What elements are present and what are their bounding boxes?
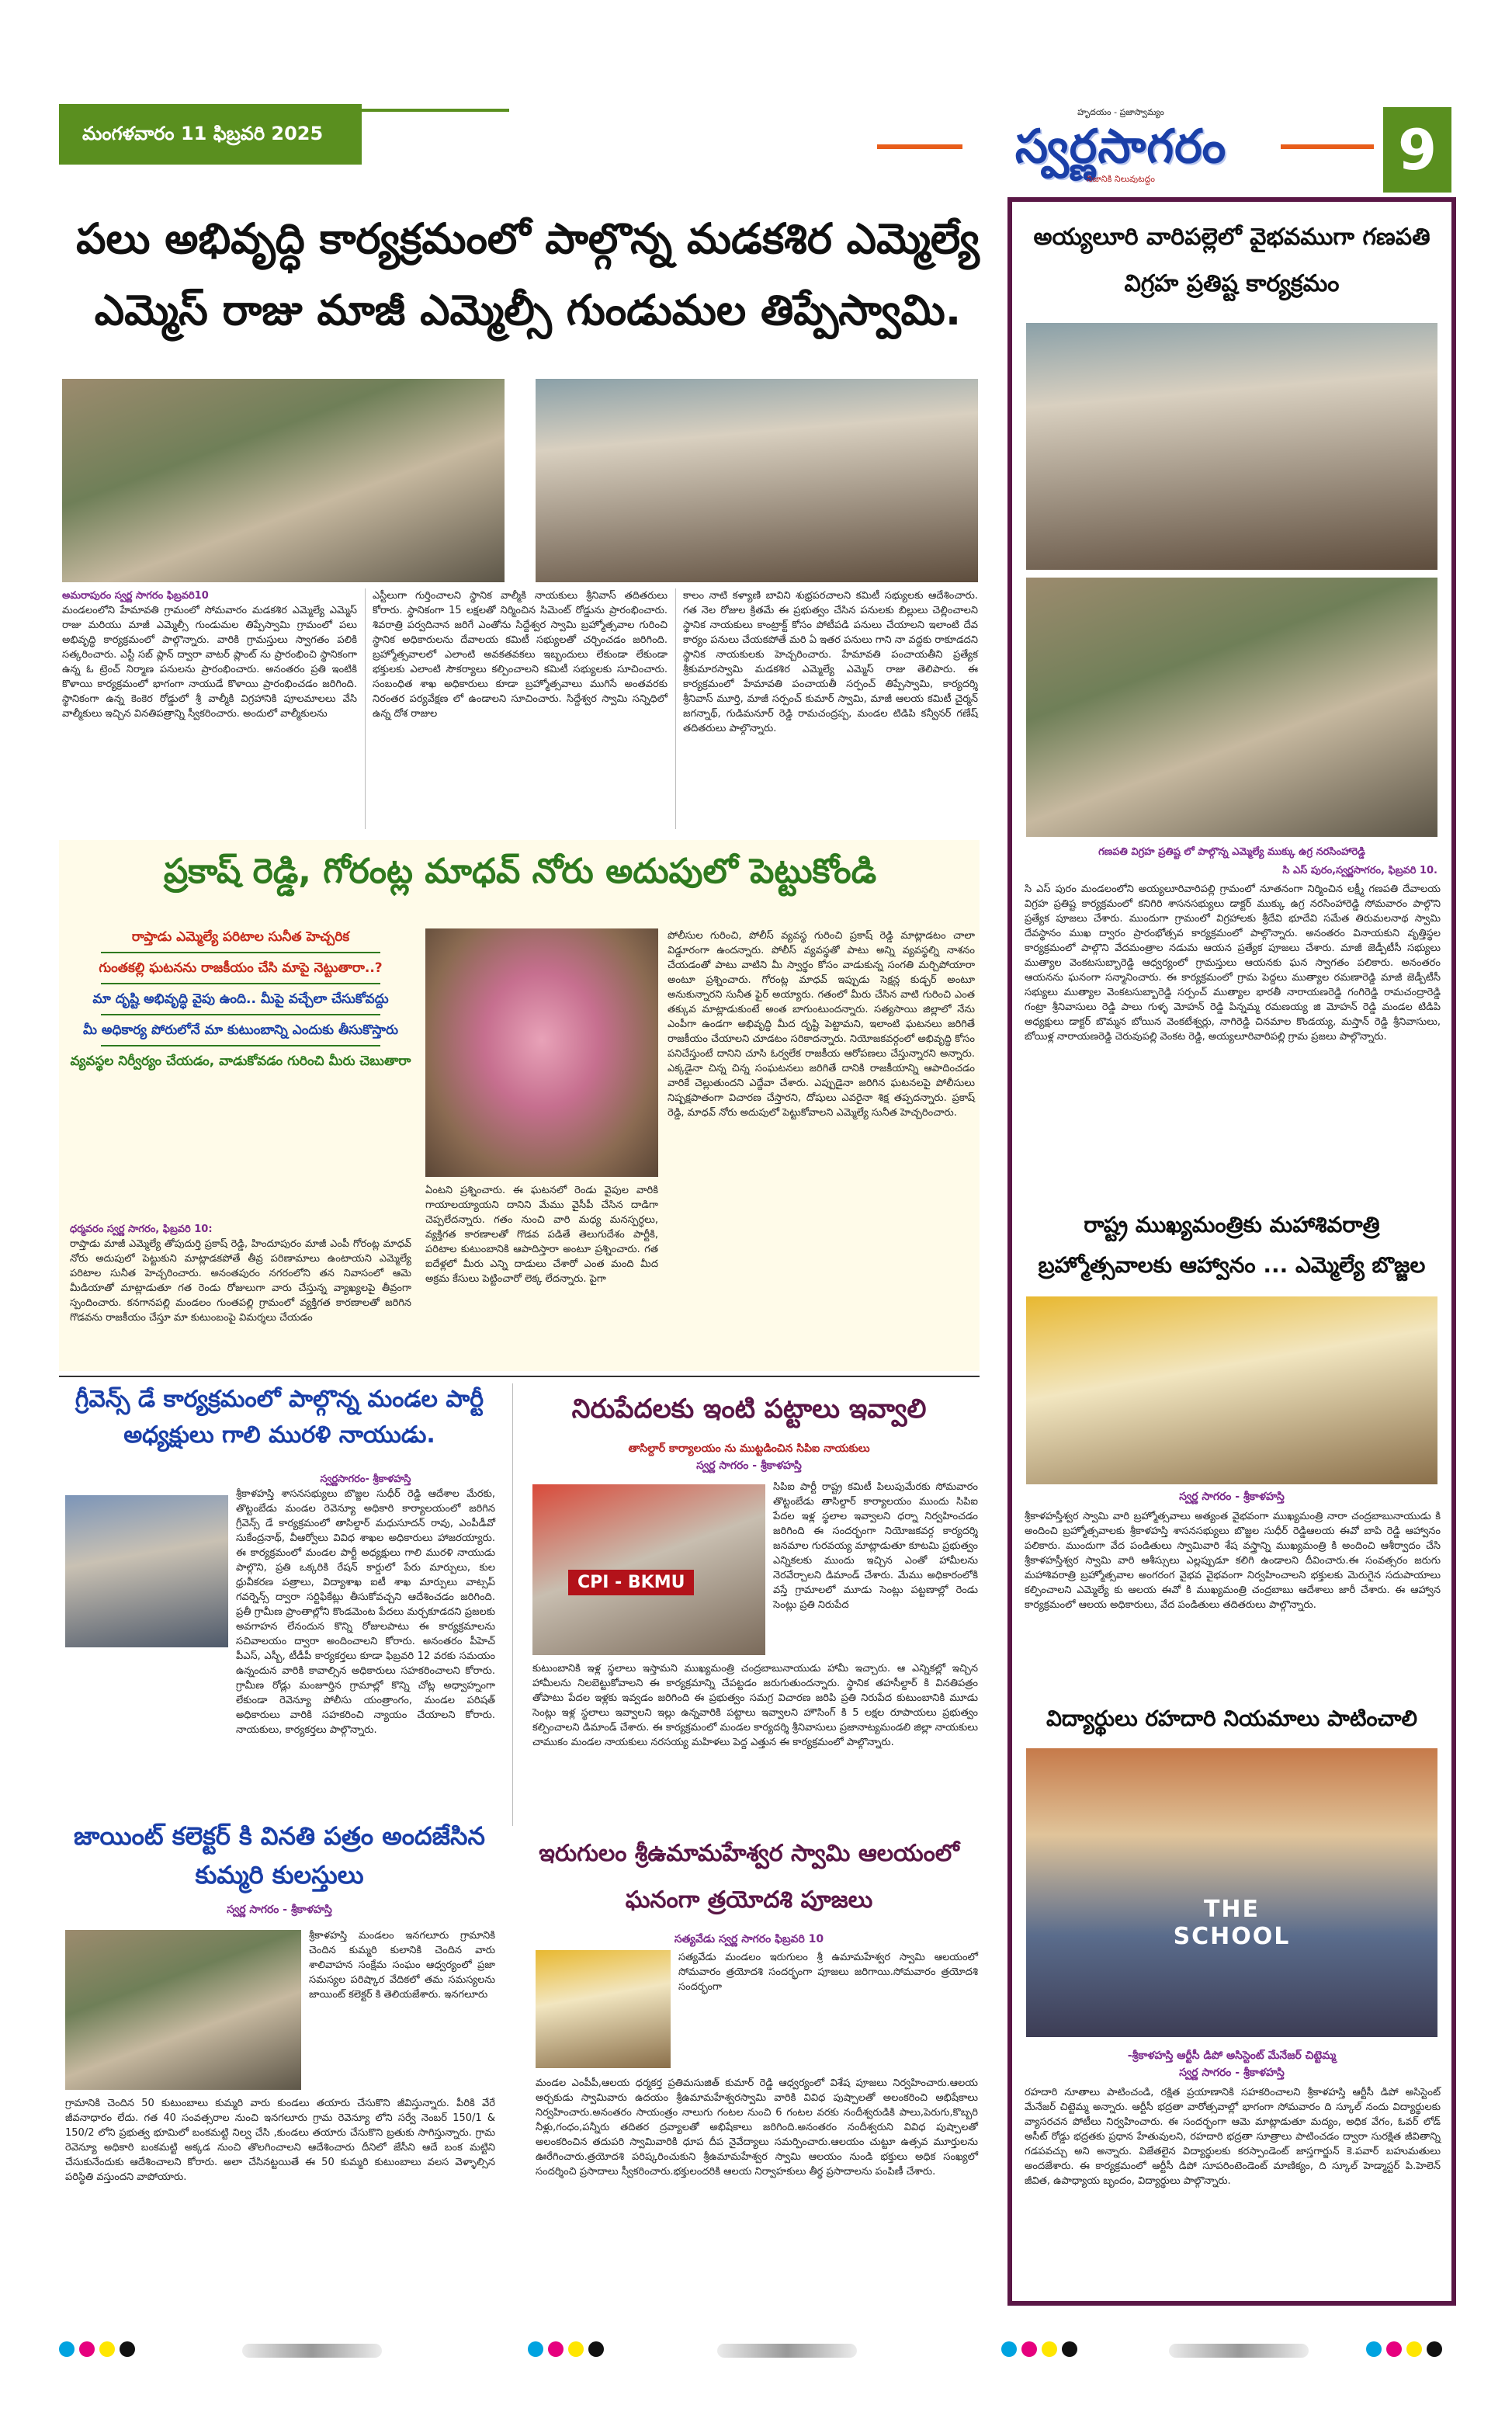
cyan-dot [1001, 2341, 1017, 2357]
sidebar-caption-1: గణపతి విగ్రహ ప్రతిష్ట లో పాల్గొన్న ఎమ్మెల్యే ముక్కు ఉగ్ర నరసింహారెడ్డి [1098, 846, 1365, 858]
grievance-column-bottom [65, 1654, 495, 1812]
grievance-photo [65, 1495, 228, 1647]
grievance-body: శ్రీకాళహస్తి శాసనసభ్యులు బొజ్జల సుధీర్ రెడ్డి ఆదేశాల మేరకు, తొట్టంబేడు మండల రెవెన్యూ అధికారి కార్యాలయంలో జరిగిన గ్రీవెన్స్ డే కార్యక్రమంలో తాసిల్దార్ మధుసూదన్ రావు, ఎంపీడీవో సుకేంద్రనాథ్, వీఆర్వోలు వివిధ శాఖల అధికారులు హాజరయ్యారు. ఈ కార్యక్రమంలో మండల పార్టీ అధ్యక్షులు గాలి మురళి నాయుడు పాల్గొని, ప్రతి ఒక్కరికి రేషన్ కార్డులో పేరు మార్పులు, కుల ధ్రువీకరణ పత్రాలు, విద్యాశాఖ ఐటీ శాఖ మార్పులు వాట్సప్ గవర్నెన్స్ ద్వారా సర్టిఫికేట్లు తీసుకోవచ్చని ఆదేశించడం జరిగింది. ప్రతీ గ్రామీణ ప్రాంతాల్లోని కొండమెంట పేదలు మర్చకూడదని ప్రజలకు అవగాహన లేనందున కొన్ని రోజులపాటు ఈ కార్యక్రమాలను సచివాలయం ద్వారా అందించాలని కోరారు. అనంతరం పీహెచ్ పీఎస్, ఎస్బీ, టీడీపీ కార్యకర్తలు కూడా ఫిబ్రవరి 12 వరకు సమయం ఉన్నందున వారికి కావాల్సిన అధికారులు సహకరించాలని కోరారు. గ్రామీణ రోడ్లు మంజూర్తిన గ్రామాల్లో కొన్ని చోట్ల అధ్వాహ్నంగా లేకుండా రెవెన్యూ పోలీసు యంత్రాంగం, మండల పరిషత్ అధికారులు వారికి సహకరించి న్యాయం చేయాలని కోరారు. నాయకులు, కార్యకర్తలు పాల్గొన్నారు. [236, 1488, 495, 1736]
collector-column-bottom [65, 2096, 495, 2233]
lead-photo-left [62, 379, 505, 582]
cpi-subheadline: తాసిల్దార్ కార్యాలయం ను ముట్టడించిన సిపిఐ నాయకులు [628, 1442, 870, 1455]
cpi-photo [532, 1484, 765, 1655]
masthead-rule-right [1281, 144, 1374, 149]
collector-headline: జాయింట్ కలెక్టర్ కి వినతి పత్రం అందజేసిన కుమ్మరి కులస్తులు [74, 1821, 485, 1890]
feature-dateline: ధర్మవరం స్వర్ణ సాగరం, ఫిబ్రవరి 10: [70, 1223, 213, 1235]
cyan-dot [528, 2341, 543, 2357]
yellow-dot [1042, 2341, 1057, 2357]
magenta-dot [79, 2341, 95, 2357]
collector-column-right [309, 1928, 495, 2091]
feature-quote: మీ అధికార్య పోరులోనే మా కుటుంబాన్ని ఎందుకు తీసుకొస్తారు [82, 1022, 399, 1038]
sidebar-headline-2: రాష్ట్ర ముఖ్యమంత్రికు మహాశివరాత్రి బ్రహ్మోత్సవాలకు ఆహ్వానం ... ఎమ్మెల్యే బొజ్జల [1038, 1212, 1426, 1278]
cpi-body: కుటుంబానికి ఇళ్ల స్థలాలు ఇస్తామని ముఖ్యమంత్రి చంద్రబాబునాయుడు హామీ ఇచ్చారు. ఆ ఎన్నికల్లో ఇచ్చిన హామీలను నిలబెట్టుకోవాలని ఈ కార్యక్రమాన్ని చేపట్టడం జరుగుతుందన్నారు. స్థానిక తహసీల్దార్ కి వినతిపత్రం తోపాటు పేదల ఇళ్లకు ఇవ్వడం జరిగింది ఈ ప్రభుత్వం సమగ్ర విచారణ జరిపి ప్రతి నిరుపేద కుటుంబానికి మూడు సెంట్లు ఇళ్ల స్థలాలు ఇవ్వాలని ఇల్లు ఉన్నవారికి పట్టాలు ఇవ్వాలని హౌసింగ్ కి 5 లక్షల రూపాయలు ప్రభుత్వం కల్పించాలని డిమాండ్ చేశారు. ఈ కార్యక్రమంలో మండల కార్యదర్శి శ్రీనివాసులు ప్రజానాట్యమండలి జిల్లా నాయకులు చాముకం మండల నాయకులు నరసయ్య మహిళలు పెద్ద ఎత్తున ఈ కార్యక్రమంలో పాల్గొన్నారు. [532, 1663, 978, 1748]
feature-column-middle [425, 1183, 658, 1369]
masthead-rule-left [877, 144, 962, 149]
feature-column-right [668, 928, 975, 1368]
column-divider [675, 588, 676, 829]
collector-photo [65, 1930, 301, 2090]
cpi-dateline: స్వర్ణ సాగరం - శ్రీకాళహస్తి [696, 1459, 802, 1472]
temple-dateline: సత్యవేడు స్వర్ణ సాగరం ఫిబ్రవరి 10 [674, 1933, 824, 1945]
lead-headline: పలు అభివృద్ధి కార్యక్రమంలో పాల్గొన్న మడకశిర ఎమ్మెల్యే ఎమ్మెస్ రాజు మాజీ ఎమ్మెల్సీ గుండుమల తిప్పేస్వామి. [76, 214, 980, 335]
masthead-tagline: నిజానికి నిలువుటద్దం [1087, 174, 1155, 184]
yellow-dot [99, 2341, 115, 2357]
temple-headline: ఇరుగులం శ్రీఉమామహేశ్వర స్వామి ఆలయంలో ఘనంగా త్రయోదశి పూజలు [539, 1840, 959, 1914]
page-number: 9 [1383, 107, 1451, 193]
section-divider [59, 1376, 980, 1377]
newspaper-title: స్వర్ణసాగరం [1014, 120, 1227, 174]
quote-divider [101, 983, 380, 984]
yellow-dot [1406, 2341, 1422, 2357]
cyan-dot [1366, 2341, 1382, 2357]
lead-body-3: కాలం నాటి కళ్యాణి బావిని శుభ్రపరచాలని కమిటీ సభ్యులకు ఆదేశించారు. గత నెల రోజుల క్రితమే ఈ ప్రభుత్వం చేసిన పనులకు బిల్లులు చెల్లించాలని స్థానిక నాయకులు కాంట్రాక్ట్ కోసం పోటీపడి పనులు చేయాలని ఇలాంటి దేవ కార్యం పనులు చేయకపోతే మరి ఏ ఇతర పనులు గాని నా వద్దకు రాకూడదని స్థానిక నాయకులకు హెచ్చరించారు. హేమావతి పంచాయతీని ప్రత్యేక శ్రీకుమారస్వామి మడకశిర ఎమ్మెల్యే ఎమ్మెస్ రాజు తెలిపారు. ఈ కార్యక్రమంలో హేమావతి పంచాయతీ సర్పంచ్ తిప్పేస్వామి, కార్యదర్శి శ్రీనివాస్ మూర్తి, మాజీ సర్పంచ్ కుమార్ స్వామి, మాజీ ఆలయ కమిటీ చైర్మన్ జగన్నాథ్, గుడిమనూర్ రెడ్డి రామచంద్రప్ప, మండల టిడిపి కన్వీనర్ గణేష్ తదితరులు పాల్గొన్నారు. [683, 590, 978, 734]
sidebar-dateline-3: స్వర్ణ సాగరం - శ్రీకాళహస్తి [1179, 2067, 1285, 2079]
sidebar-story-3 [1025, 2085, 1441, 2295]
feature-quotes [70, 925, 411, 1073]
feature-body-right: పోలీసుల గురించి, పోలీస్ వ్యవస్థ గురించి ప్రకాష్ రెడ్డి మాట్లాడటం చాలా విడ్డూరంగా ఉందన్నారు. పోలీస్ వ్యవస్థతో పాటు అన్ని వ్యవస్థల్ని నాశనం చేయడంతో పాటు వాటిని మీ స్వార్థం కోసం వాడుకున్న సంగతి మర్చిపోయారా అంటూ ప్రశ్నించారు. గోరంట్ల మాధవ్ ఇప్పుడు సెక్షన్ల కుడ్చర్ అంటూ అనుకున్నారని సునీత ఫైర్ అయ్యారు. గతంలో మీరు చేసిన వాటి గురించి ఎంత తక్కువ మాట్లాడుకుంటే అంత బాగుంటుందన్నారు. సత్యసాయి జిల్లాలో నేను ఎంపీగా ఉండగా అభివృద్ధి మీద దృష్టి పెట్టామని, ఇలాంటి ఘటనలు జరిగితే రాజకీయం చేయాలని చూడటం సరికాదన్నారు. నియోజకవర్గంలో అభివృద్ధి కోసం పనిచేస్తుంటే దానిని చూసి ఓర్వలేక రాజకీయ ఆరోపణలు చేస్తున్నారని అన్నారు. ఎక్కడైనా చిన్న చిన్న సంఘటనలు జరిగితే దానికి రాజకీయాన్ని ఆపాదించడం వారికే చెల్లుతుందని ఎద్దేవా చేశారు. ఎప్పుడైనా జరిగిన ఘటనలపై పోలీసులు నిష్పక్షపాతంగా విచారణ చేస్తారని, దోషులు ఎవరైనా శిక్ష తప్పదన్నారు. ప్రకాష్ రెడ్డి, మాధవ్ నోరు అదుపులో పెట్టుకోవాలని ఎమ్మెల్యే సునీత హెచ్చరించారు. [668, 930, 975, 1119]
lead-column-1 [62, 588, 357, 835]
registration-marks-right-a [1001, 2341, 1082, 2360]
school-banner: THE SCHOOL [1173, 1896, 1291, 1950]
quote-divider [101, 1045, 380, 1046]
feature-headline: ప్రకాష్ రెడ్డి, గోరంట్ల మాధవ్ నోరు అదుపులో పెట్టుకోండి [163, 852, 877, 891]
column-divider [365, 588, 366, 829]
sidebar-photo-1a [1026, 323, 1437, 570]
registration-marks-left [59, 2341, 140, 2360]
sidebar-body-1: సి ఎస్ పురం మండలంలోని అయ్యలూరివారిపల్లి గ్రామంలో నూతనంగా నిర్మించిన లక్ష్మీ గణపతి దేవాలయ విగ్రహ ప్రతిష్ట కార్యక్రమంలో కనిగిరి శాసనసభ్యులు డాక్టర్ ముక్కు ఉగ్ర నరసింహారెడ్డి సోమవారం పాల్గొని ప్రత్యేక పూజలు చేశారు. ముందుగా గ్రామంలో విగ్రహాలకు శ్రీదేవి భూదేవి సమేత తిరుమలనాథ స్వామి దేవస్థానం ముఖ ద్వారం ప్రారంభోత్సవ కార్యక్రమంలో పాల్గొన్నారు. అనంతరం వినాయకుని వృత్తిస్థల కార్యక్రమంలో పాల్గొని వేదమంత్రాల నడుమ ఆయన ప్రత్యేక పూజలు చేశారు. మాజీ జెడ్పీటీసీ సభ్యులు ముత్యాల వెంకటసుబ్బారెడ్డి ఆధ్వర్యంలో గ్రామస్తులు ఆయనకు ఘన స్వాగతం పలికారు. అనంతరం ఆయనను ఘనంగా సన్మానించారు. ఈ కార్యక్రమంలో గ్రామ పెద్దలు ముత్యాల రమణారెడ్డి మాజీ జెడ్పీటీసీ సభ్యులు ముత్యాల వెంకటసుబ్బారెడ్డి సర్పంచ్ ముత్యాల భారతీ నారాయణరెడ్డి గంగిరెడ్డి రామచంద్రారెడ్డి గంట్రా శ్రీనివాసులు రెడ్డి పాలు గుళ్ళ మోహన్ రెడ్డి పిన్నమ్మ రమణయ్య జి మోహన్ రెడ్డి మండల టిడిపి అధ్యక్షులు డాక్టర్ బొమ్మన బోయిన వెంకటేశ్వర్లు, నాగిరెడ్డి చినమాల కొండయ్య, మస్తాన్ రెడ్డి శ్రీనివాసులు, బోయిళ్ల నారాయణరెడ్డి చెరువుపల్లి వెంకట రెడ్డి, అయ్యలూరివారిపల్లి గ్రామ ప్రజలు పాల్గొన్నారు. [1025, 883, 1441, 1043]
collector-body-right: శ్రీకాళహస్తి మండలం ఇనగలూరు గ్రామానికి చెందిన కుమ్మరి కులానికి చెందిన వారు శాలివాహన సంక్షేమ సంఘం ఆధ్వర్యంలో ప్రజా సమస్యల పరిష్కార వేదికలో తమ సమస్యలను జాయింట్ కలెక్టర్ కి తెలియజేశారు. ఇనగలూరు [309, 1930, 495, 2001]
magenta-dot [548, 2341, 564, 2357]
grievance-column-right [236, 1472, 495, 1736]
black-dot [1062, 2341, 1077, 2357]
quote-divider [101, 1014, 380, 1015]
sidebar-dateline-1: సి ఎస్ పురం,స్వర్ణసాగరం, ఫిబ్రవరి 10. [1282, 865, 1437, 876]
temple-photo [536, 1950, 671, 2068]
feature-photo [425, 928, 658, 1177]
date-banner-rule [362, 109, 509, 112]
feature-quote: మా దృష్టి అభివృద్ధి వైపు ఉంది.. మీపై వచ్చేలా చేసుకోవద్దు [92, 991, 389, 1007]
date-banner [59, 104, 362, 165]
sidebar-story-2 [1025, 1509, 1441, 1694]
sidebar-photo-2 [1026, 1296, 1437, 1484]
lead-body-2: ఎస్టీలుగా గుర్తించాలని స్థానిక వాల్మీకి నాయకులు శ్రీనివాస్ తదితరులు కోరారు. స్థానికంగా 15 లక్షలతో నిర్మించిన సిమెంట్ రోడ్డును ప్రారంభించారు. శివరాత్రి పర్వదినాన జరిగే ఎంతోను సిద్దేశ్వర స్వామి బ్రహ్మోత్సవాల గురించి స్థానిక అధికారులను దేవాలయ కమిటీ సభ్యులతో చర్చించడం జరిగింది. బ్రహ్మోత్సవాలలో ఎలాంటి అవకతవకలు ఇబ్బందులు లేకుండా లేకుండా భక్తులకు ఎలాంటి సౌకర్యాలు కల్పించాలని కమిటీ సభ్యులకు సూచించారు. సంబంధిత శాఖ అధికారులు కూడా బ్రహ్మోత్సవాలు ముగిసే అంతవరకు నిరంతర పర్యవేక్షణ లో ఉండాలని సూచించారు. సిద్దేశ్వర స్వామి సన్నిధిలో ఉన్న దోశ రాజుల [373, 590, 668, 720]
black-dot [1427, 2341, 1442, 2357]
grey-scale-bar [242, 2344, 382, 2358]
feature-body-middle: ఏంటని ప్రశ్నించారు. ఈ ఘటనలో రెండు వైపుల వారికి గాయాలయ్యాయని దానిని మేము వైసీపీ చేసిన దాడిగా చెప్పలేదన్నారు. గతం నుంచి వారి మధ్య మనస్పర్ధలు, వ్యక్తిగత కారణాలతో గొడవ పడితే తెలుగుదేశం పార్టీకి, పరిటాల కుటుంబానికి ఆపాదిస్తారా అంటూ ప్రశ్నించారు. గత ఐదేళ్లలో మీరు ఎన్ని దాడులు చేశారో ఎంత మంది మీద అక్రమ కేసులు పెట్టించారో లెక్క లేదన్నారు. పైగా [425, 1185, 658, 1285]
grey-scale-bar [1169, 2344, 1309, 2358]
sidebar-body-2: శ్రీకాళహస్తీశ్వర స్వామి వారి బ్రహ్మోత్సవాలు అత్యంత వైభవంగా ముఖ్యమంత్రి నారా చంద్రబాబునాయుడు కి అందించి బ్రహ్మోత్సవాలకు శ్రీకాళహస్తి శాసనసభ్యులు బొజ్జల సుధీర్ రెడ్డిఆలయ ఈవో బాపి రెడ్డి ఆహ్వానం పలికారు. ముందుగా వేద పండితులు స్వామివారి శేష వస్త్రాన్ని ముఖ్యమంత్రి కి అందించి ఆశీర్వాదం చేసి శ్రీకాళహస్తీశ్వర స్వామి వారి ఆశీస్సులు ఎల్లప్పుడూ కలిగి ఉండాలని దీవించారు.ఈ సంవత్సరం జరుగు మహాశివరాత్రి బ్రహ్మోత్సవాల అంగరంగ వైభవ వైభవంగా నిర్వహించాలని భక్తులకు మెరుగైన సదుపాయాలు కల్పించాలని ఎమ్మెల్యే కు ఆలయ ఈవో కి ముఖ్యమంత్రి చంద్రబాబు ఆదేశాలు జారీ చేశారు. ఈ ఆహ్వాన కార్యక్రమంలో ఆలయ అధికారులు, వేద పండితులు తదితరులు పాల్గొన్నారు. [1025, 1511, 1441, 1611]
magenta-dot [1386, 2341, 1402, 2357]
quote-divider [101, 952, 380, 953]
registration-marks-center [528, 2341, 609, 2360]
cpi-banner: CPI - BKMU [568, 1570, 694, 1595]
cpi-headline: నిరుపేదలకు ఇంటి పట్టాలు ఇవ్వాలి [571, 1393, 927, 1425]
feature-body-left: రాప్తాడు మాజీ ఎమ్మెల్యే తోపుదుర్తి ప్రకాష్ రెడ్డి, హిందూపురం మాజీ ఎంపీ గోరంట్ల మాధవ్ నోరు అదుపులో పెట్టుకుని మాట్లాడకపోతే తీవ్ర పరిణామాలు ఉంటాయని ఎమ్మెల్యే పరిటాల సునీత హెచ్చరించారు. అనంతపురం నగరంలోని తన నివాసంలో ఆమె మీడియాతో మాట్లాడుతూ గత రెండు రోజులుగా వారు చేస్తున్న వ్యాఖ్యలపై తీవ్రంగా స్పందించారు. కనగానపల్లి మండలం గుంతపల్లి గ్రామంలో వ్యక్తిగత కారణాలతో జరిగిన గొడవను రాజకీయం చేస్తూ మా కుటుంబంపై విమర్శలు చేయడం [70, 1238, 411, 1324]
feature-quote: రాప్తాడు ఎమ్మెల్యే పరిటాల సునీత హెచ్చరిక [131, 929, 350, 945]
sidebar-story-1 [1025, 882, 1441, 1199]
issue-date: మంగళవారం 11 ఫిబ్రవరి 2025 [82, 123, 324, 144]
magenta-dot [1021, 2341, 1037, 2357]
lead-column-2 [373, 588, 668, 835]
grievance-dateline: స్వర్ణసాగరం- శ్రీకాళహస్తి [320, 1473, 411, 1485]
sidebar-headline-1: అయ్యలూరి వారిపల్లెలో వైభవముగా గణపతి విగ్రహ ప్రతిష్ట కార్యక్రమం [1033, 224, 1431, 297]
lead-photo-right [536, 379, 978, 582]
registration-marks-right-b [1366, 2341, 1447, 2360]
collector-body: గ్రామానికి చెందిన 50 కుటుంబాలు కుమ్మరి వారు కుండలు తయారు చేసుకొని జీవిస్తున్నారు. పీరికి వేరే జీవనాధారం లేదు. గత 40 సంవత్సరాల నుంచి ఇనగలూరు గ్రామ రెవెన్యూ లోని సర్వే నెంబర్ 150/1 & 150/2 లోని ప్రభుత్వ భూమిలో బంకమట్టి నిల్వ చేసి ,కుండలు తయారు చేసుకొని బ్రతుకు సాగిస్తున్నారు. గ్రామ రెవెన్యూ అధికారి బంకమట్టి అక్కడ నుంచి తొలగించాలని ఆదేశించారు దీనిలో జేసీని ఆదే బంక మట్టిని చేసుకునేందుకు ఆదేశించాలని కోరారు. అలా చేసినట్టయితే ఈ 50 కుమ్మరి కుటుంబాలు వలస వెళ్ళాల్సిన పరిస్థితి వస్తుందని వాపోయారు. [65, 2098, 495, 2183]
temple-column-right [678, 1950, 978, 2071]
lead-column-3 [683, 588, 978, 835]
temple-body: మండల ఎంపీపీ,ఆలయ ధర్మకర్త ప్రతిమసుజిత్ కుమార్ రెడ్డి ఆధ్వర్యంలో విశేష పూజలు నిర్వహించారు.ఆలయ అర్చకుడు స్వామివారు ఉదయం శ్రీఉమామహేశ్వరస్వామి వారికి వివిధ పుష్పాలతో అలంకరించి అభిషేకాలు నిర్వహించారు.అనంతరం సాయంత్రం నాలుగు గంటల నుంచి 6 గంటల వరకు నందీశ్వరుడికి పాలు,పెరుగు,కొబ్బరి నీళ్లు,గంధం,పన్నీరు తదితర ద్రవ్యాలతో అభిషేకాలు జరిగింది.అనంతరం నందీశ్వరుని వివిధ పుష్పాలతో అలంకరించిన తదుపరి స్వామివారికి ధూప దీప నైవేద్యాలు సమర్పించారు.ఆలయం చుట్టూ ఉత్సవ మూర్తులను ఊరేగించారు.త్రయోదశి పరిష్కరించుకుని శ్రీఉమామహేశ్వర స్వామి ఆలయం నుండి భక్తులు అధిక సంఖ్యలో సందర్శించి ప్రసాదాలు స్వీకరించారు.భక్తులందరికి ఆలయ నిర్వాహకులు తీర్థ ప్రసాదాలను పంపిణీ చేశారు. [536, 2077, 978, 2178]
cpi-column-bottom [532, 1661, 978, 1823]
feature-quote: వ్యవస్థల నిర్వీర్యం చేయడం, వాడుకోవడం గురించి మీరు చెబుతారా [70, 1053, 411, 1069]
lead-body-1: మండలంలోని హేమావతి గ్రామంలో సోమవారం మడకశిర ఎమ్మెల్యే ఎమ్మెస్ రాజు మరియు మాజీ ఎమ్మెల్సీ గుండుమల తిప్పేస్వామి గ్రామంలో పలు అభివృద్ధి కార్యక్రమంలో పాల్గొన్నారు. వారికి గ్రామస్తులు స్వాగతం పలికి సత్కరించారు. ఎస్టీ సబ్ ప్లాన్ ద్వారా వాటర్ ప్లాంట్ ను ప్రారంభించి స్థానికంగా ఉన్న ఓ ట్రెంచ్ నిర్మాణ పనులను ప్రారంభించారు. అనంతరం ప్రతి ఇంటికి కొళాయి కార్యక్రమంలో భాగంగా నాయుడే కొళాయి ప్రారంభించడం జరిగింది. స్థానికంగా ఉన్న కెంకెర రోడ్డులో శ్రీ వాల్మీకి విగ్రహానికి పూలమాలలు వేసి వాల్మీకులు ఇచ్చిన వినతిపత్రాన్ని స్వీకరించారు. అందులో వాల్మీకులను [62, 605, 357, 720]
masthead [966, 107, 1276, 194]
sidebar-caption-3: -శ్రీకాళహస్తి ఆర్టీసీ డిపో అసిస్టెంట్ మేనేజర్ చిట్టెమ్మ [1127, 2049, 1337, 2062]
temple-column-bottom [536, 2076, 978, 2234]
grievance-headline: గ్రీవెన్స్ డే కార్యక్రమంలో పాల్గొన్న మండల పార్టీ అధ్యక్షులు గాలి మురళి నాయుడు. [75, 1386, 484, 1449]
black-dot [588, 2341, 604, 2357]
temple-body-right: సత్యవేడు మండలం ఇరుగులం శ్రీ ఉమామహేశ్వర స్వామి ఆలయంలో సోమవారం త్రయోదశి సందర్భంగా పూజలు జరిగాయి.సోమవారం త్రయోదశి సందర్భంగా [678, 1952, 978, 1993]
grey-scale-bar [717, 2344, 857, 2358]
yellow-dot [568, 2341, 584, 2357]
sidebar-photo-3 [1026, 1748, 1437, 2037]
column-divider [512, 1383, 513, 1826]
sidebar-photo-1b [1026, 578, 1437, 837]
cpi-body-right: సిపిఐ పార్టీ రాష్ట్ర కమిటీ పిలుపుమేరకు సోమవారం తొట్టంబేడు తాసిల్దార్ కార్యాలయం ముందు సిపిఐ పేదల ఇళ్ల స్థలాల ఇవ్వాలని ధర్నా నిర్వహించడం జరిగింది ఈ సందర్భంగా నియోజకవర్గ కార్యదర్శి జనమాల గురవయ్య మాట్లాడుతూ కూటమి ప్రభుత్వం ఎన్నికలకు ముందు ఇచ్చిన ఎంతో హామీలను నెరవేర్చాలని డిమాండ్ చేశారు. మేము అధికారంలోకి వస్తే గ్రామాలలో మూడు సెంట్లు పట్టణాల్లో రెండు సెంట్లు ప్రతి నిరుపేద [773, 1481, 978, 1611]
collector-dateline: స్వర్ణ సాగరం - శ్రీకాళహస్తి [227, 1904, 332, 1916]
sidebar-body-3: రహదారి నూతాలు పాటించండి, రక్షిత ప్రయాణానికి సహకరించాలని శ్రీకాళహస్తి ఆర్టీసీ డిపో అసిస్టెంట్ మేనేజర్ చిట్టెమ్మ అన్నారు. ఆర్టీసీ భద్రతా వారోత్సవాల్లో భాగంగా సోమవారం ది స్కూల్ నందు విద్యార్థులకు వ్యాసరచన పోటీలు నిర్వహించారు. ఈ సందర్భంగా ఆమె మాట్లాడుతూ మద్యం, అధిక వేగం, ఓవర్ లోడ్ అసీట్ రోడ్డు భద్రతకు ప్రధాన హేతువులని, రహదారి భద్రతా సూత్రాలు పాటించడం ద్వారా సురక్షిత జీవితాన్ని గడపవచ్చు అని అన్నారు. విజేతలైన విద్యార్థులకు కరస్పాండెంట్ జాస్తగార్జున్ కె.పవార్ బహుమతులు అందజేశారు. ఈ కార్యక్రమంలో ఆర్టీసీ డిపో సూపరింటెండెంట్ మాణిక్యం, ది స్కూల్ హెడ్మాస్టర్ పి.హెలెన్ జీవిత, ఉపాధ్యాయ బృందం, విద్యార్థులు పాల్గొన్నారు. [1025, 2087, 1441, 2187]
lead-dateline: అమరాపురం స్వర్ణ సాగరం ఫిబ్రవరి10 [62, 590, 209, 602]
feature-column-left [70, 1222, 411, 1369]
black-dot [120, 2341, 135, 2357]
masthead-top-line: హృదయం - ప్రజాస్వామ్యం [1077, 107, 1164, 117]
sidebar-headline-3: విద్యార్థులు రహదారి నియమాలు పాటించాలి [1046, 1706, 1418, 1731]
cpi-column-right [773, 1480, 978, 1660]
feature-quote: గుంతకల్లి ఘటనను రాజకీయం చేసి మాపై నెట్టుతారా..? [99, 960, 383, 976]
cyan-dot [59, 2341, 75, 2357]
sidebar-dateline-2: స్వర్ణ సాగరం - శ్రీకాళహస్తి [1179, 1491, 1285, 1503]
